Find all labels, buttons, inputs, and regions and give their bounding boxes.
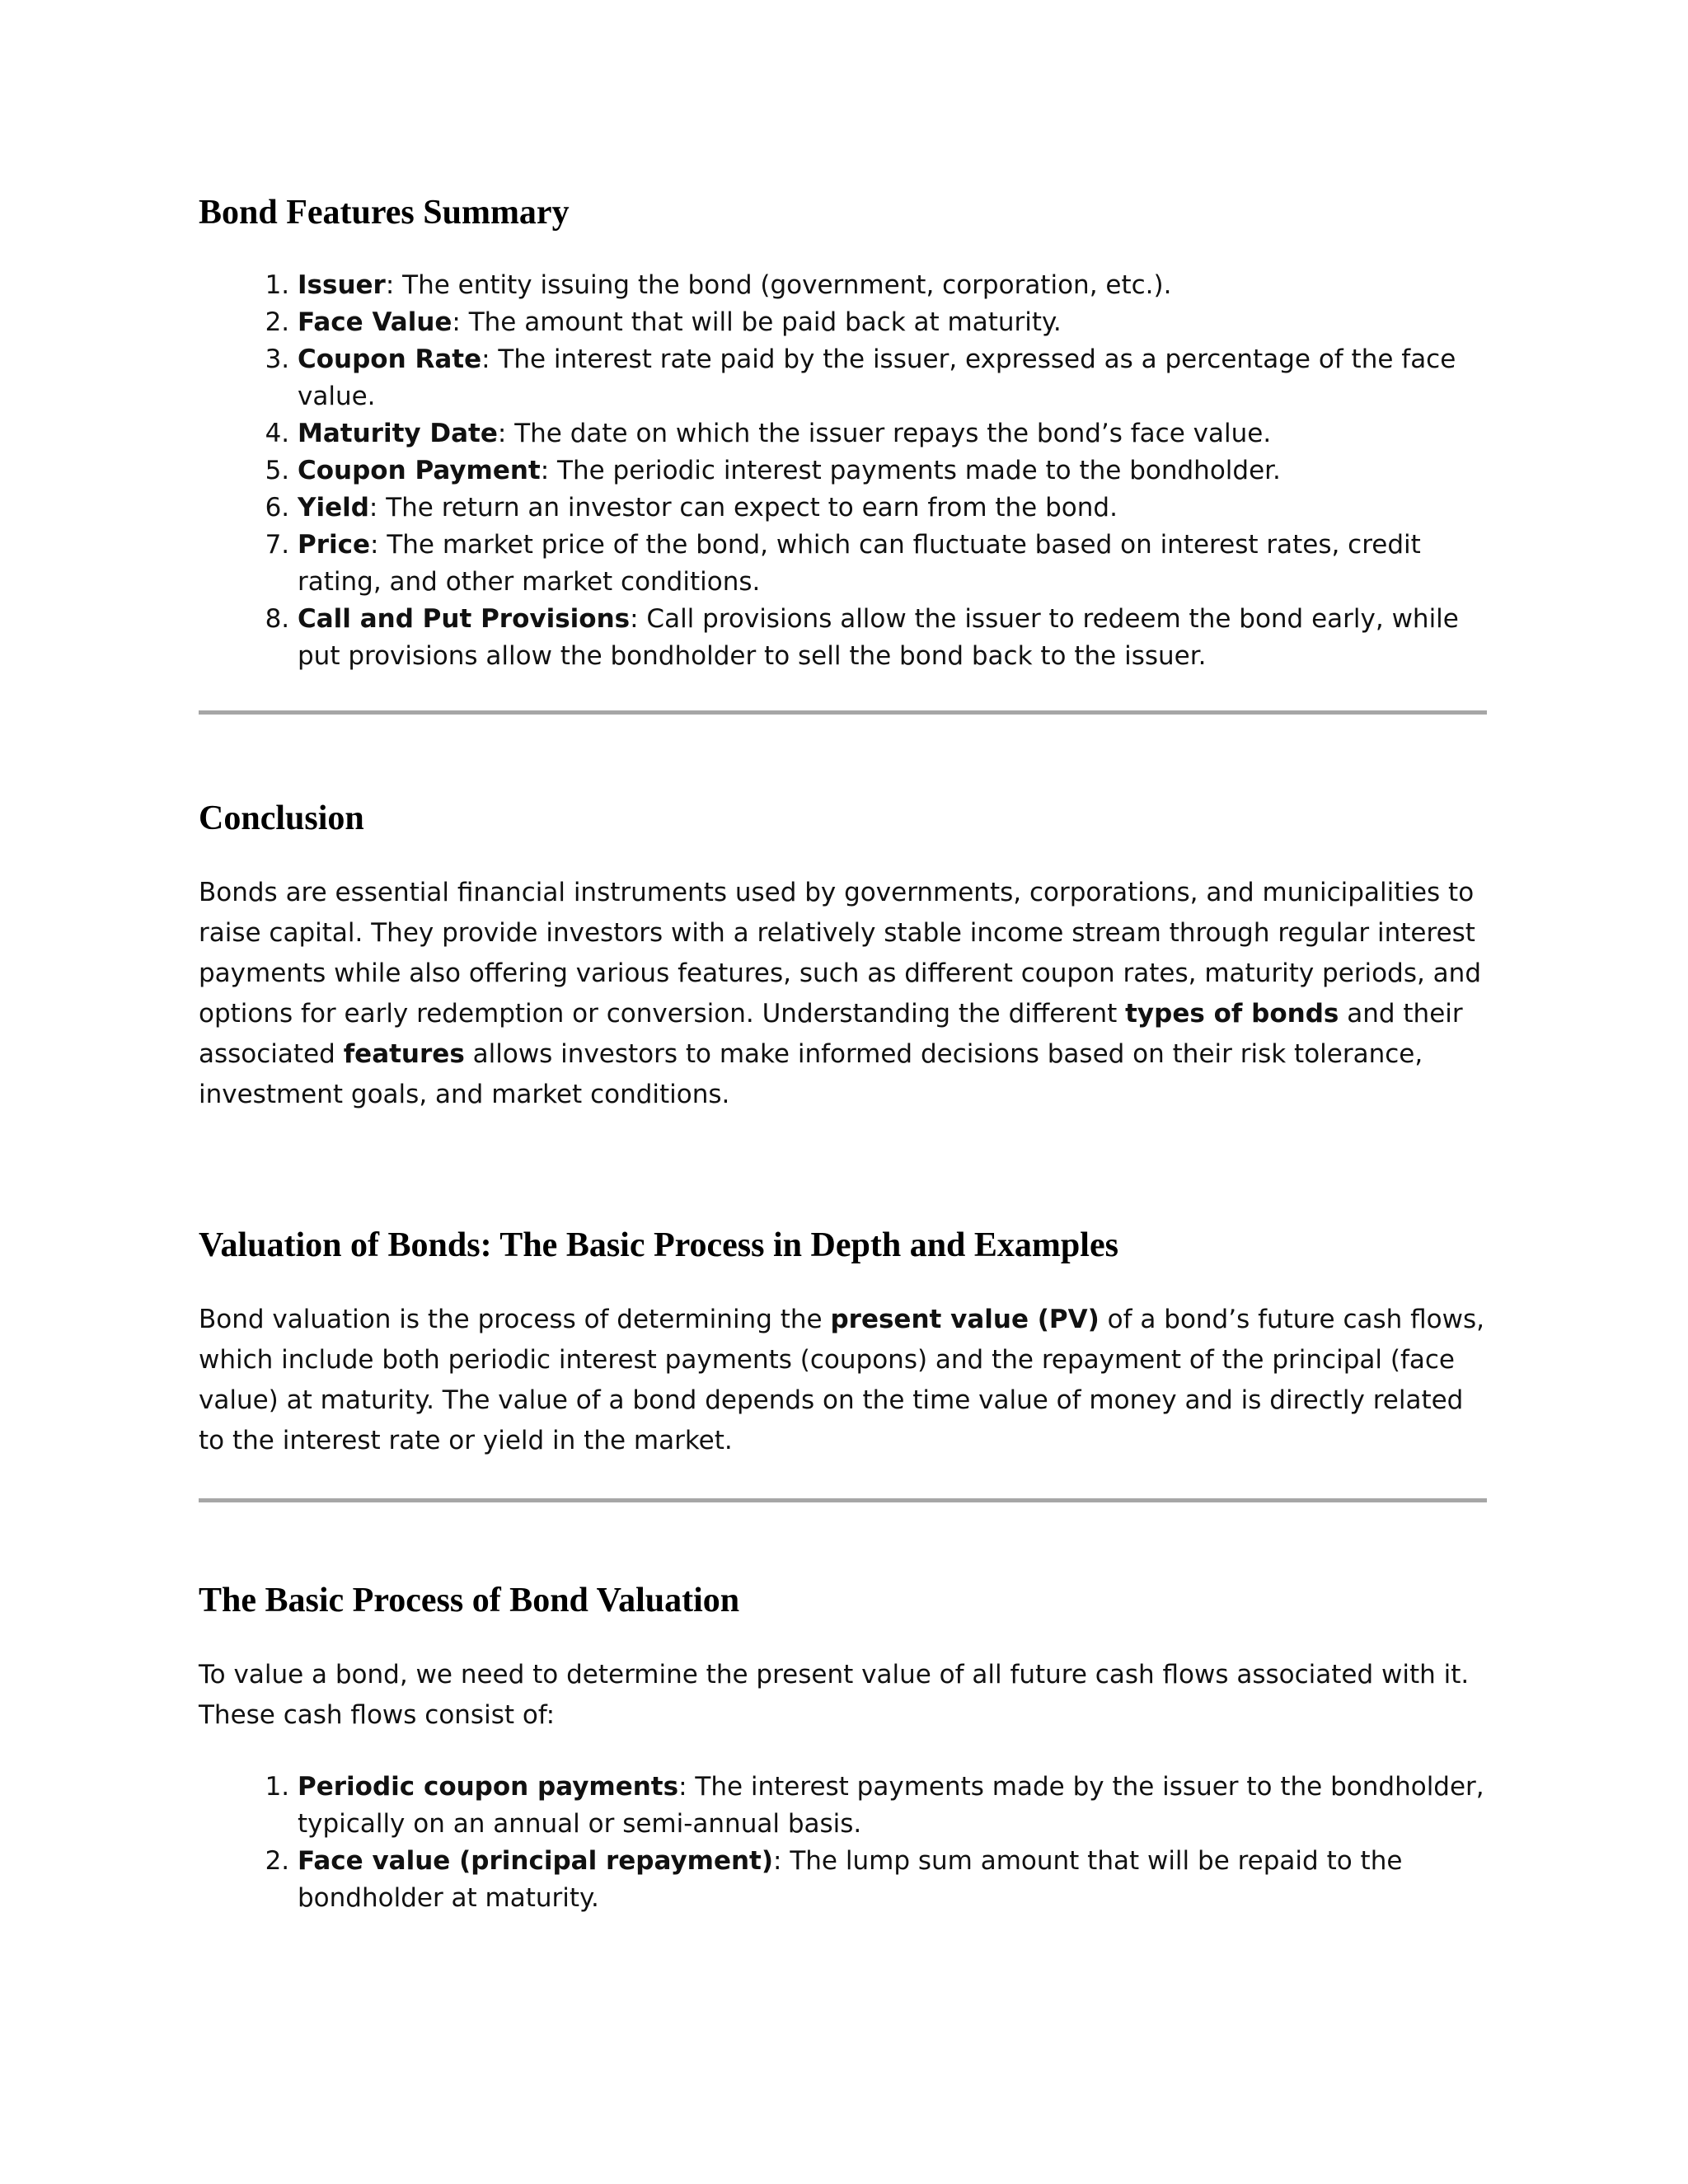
list-item-desc: : The market price of the bond, which can fluctuate based on interest rates, credit rating, and other market conditions. (298, 530, 1421, 597)
section-divider (199, 710, 1487, 715)
list-item-term: Coupon Payment (298, 456, 541, 485)
list-item (298, 341, 1484, 415)
text-run: Bonds are essential financial instruments used by governments, corporations, and municipalities to raise capital. They provide investors with a relatively stable income stream through regular interest payments while also offering various features, such as different coupon rates, maturity periods, and options for early redemption or conversion. Understanding the different (199, 878, 1481, 1029)
text-run: and their associated (199, 999, 1463, 1069)
process-intro-paragraph: To value a bond, we need to determine the present value of all future cash flows associated with it. These cash flows consist of: (199, 1660, 1470, 1730)
list-item-term: Call and Put Provisions (298, 604, 631, 634)
heading-valuation-of-bonds: Valuation of Bonds: The Basic Process in Depth and Examples (199, 1226, 1118, 1264)
list-item-desc: : The date on which the issuer repays the bond’s face value. (497, 419, 1272, 448)
bold-text-run: present value (PV) (830, 1305, 1100, 1334)
list-item-term: Yield (298, 493, 369, 523)
list-item (298, 490, 1484, 527)
heading-basic-process: The Basic Process of Bond Valuation (199, 1582, 740, 1619)
bold-text-run: features (343, 1039, 465, 1069)
list-item-term: Issuer (298, 270, 386, 300)
list-item-desc: : The interest payments made by the issuer to the bondholder, typically on an annual or semi-annual basis. (298, 1772, 1484, 1839)
list-item-desc: : The return an investor can expect to earn from the bond. (368, 493, 1118, 523)
list-item (298, 1843, 1484, 1917)
cash-flows-list (199, 1769, 1484, 1917)
list-item (298, 452, 1484, 490)
list-item (298, 415, 1484, 452)
text-run: Bond valuation is the process of determining the (199, 1305, 831, 1334)
list-item-term: Maturity Date (298, 419, 498, 448)
list-item (298, 304, 1484, 341)
heading-conclusion: Conclusion (199, 799, 364, 837)
valuation-paragraph (199, 1300, 1484, 1461)
list-item (298, 1769, 1484, 1843)
list-item-desc: : The amount that will be paid back at maturity. (452, 307, 1062, 337)
list-item-term: Face value (principal repayment) (298, 1846, 774, 1876)
bond-features-list (199, 267, 1484, 675)
conclusion-paragraph (199, 873, 1484, 1115)
document-page (199, 191, 1484, 1917)
list-item-term: Price (298, 530, 371, 560)
text-run: of a bond’s future cash flows, which include both periodic interest payments (coupons) and the repayment of the principal (face value) at maturity. The value of a bond depends on the time value of money and is directly related to the interest rate or yield in the market. (199, 1305, 1484, 1455)
list-item-desc: : The entity issuing the bond (government, corporation, etc.). (385, 270, 1172, 300)
bold-text-run: types of bonds (1125, 999, 1339, 1029)
text-run: allows investors to make informed decisions based on their risk tolerance, investment goals, and market conditions. (199, 1039, 1423, 1109)
list-item (298, 601, 1484, 675)
list-item-term: Coupon Rate (298, 344, 482, 374)
list-item-term: Periodic coupon payments (298, 1772, 679, 1802)
list-item-term: Face Value (298, 307, 452, 337)
list-item (298, 267, 1484, 304)
list-item-desc: : Call provisions allow the issuer to redeem the bond early, while put provisions allow the bondholder to sell the bond back to the issuer. (298, 604, 1459, 671)
heading-bond-features-summary: Bond Features Summary (199, 194, 570, 232)
list-item (298, 527, 1484, 601)
list-item-desc: : The lump sum amount that will be repaid to the bondholder at maturity. (298, 1846, 1403, 1913)
section-divider (199, 1498, 1487, 1502)
list-item-desc: : The periodic interest payments made to the bondholder. (540, 456, 1281, 485)
list-item-desc: : The interest rate paid by the issuer, expressed as a percentage of the face value. (298, 344, 1456, 411)
